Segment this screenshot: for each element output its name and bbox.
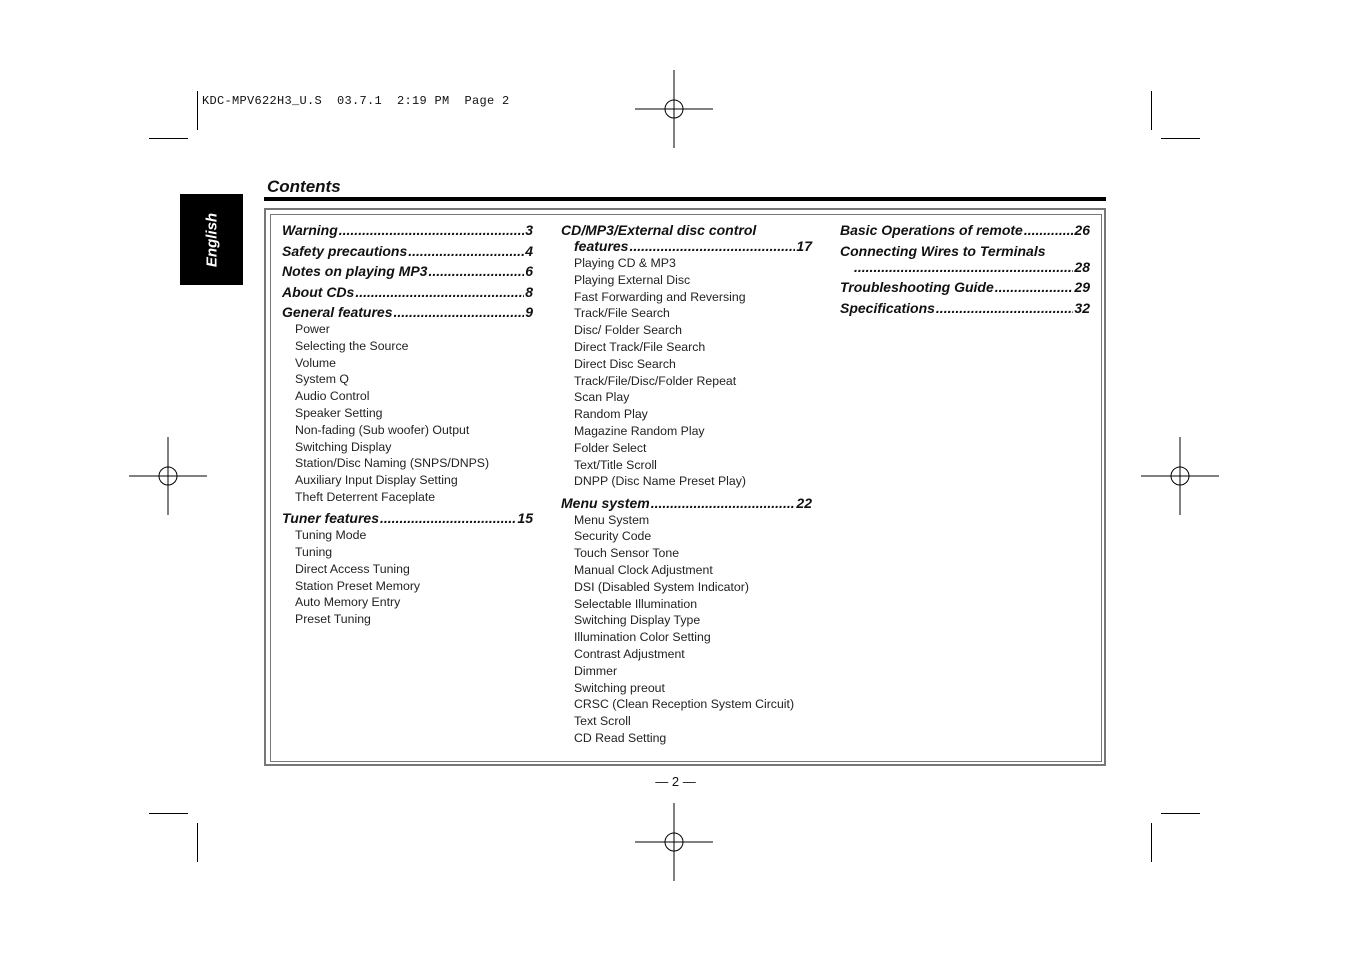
toc-entry-label: features <box>574 238 629 254</box>
toc-entry[interactable] <box>561 495 812 511</box>
toc-subitems <box>574 512 812 747</box>
toc-entry[interactable] <box>282 263 533 279</box>
toc-subitem[interactable]: Contrast Adjustment <box>574 647 685 662</box>
toc-entry[interactable] <box>840 222 1090 238</box>
toc-subitem[interactable]: Selectable Illumination <box>574 596 698 611</box>
toc-subitem[interactable]: Text/Title Scroll <box>574 457 657 472</box>
toc-section <box>840 243 1090 275</box>
dot-leader <box>380 510 516 526</box>
toc-entry-label: General features <box>282 304 393 320</box>
toc-subitem[interactable]: Tuning <box>295 545 333 560</box>
toc-section-title: Connecting Wires to Terminals <box>840 242 1046 259</box>
dot-leader <box>408 243 524 259</box>
toc-subitems <box>295 527 533 628</box>
toc-subitem[interactable]: Direct Access Tuning <box>295 561 410 576</box>
language-tab <box>180 194 243 285</box>
toc-subitem[interactable]: Illumination Color Setting <box>574 630 711 645</box>
toc-entry[interactable] <box>840 259 1090 275</box>
toc-entry[interactable] <box>282 284 533 300</box>
dot-leader <box>394 304 525 320</box>
toc-subitem[interactable]: Speaker Setting <box>295 405 383 420</box>
toc-subitem[interactable]: Tuning Mode <box>295 528 367 543</box>
toc-entry-page: 9 <box>525 304 533 320</box>
toc-subitem[interactable]: Station/Disc Naming (SNPS/DNPS) <box>295 456 490 471</box>
toc-subitem[interactable]: Text Scroll <box>574 714 631 729</box>
dot-leader <box>854 259 1073 275</box>
toc-subitem[interactable]: Disc/ Folder Search <box>574 323 682 338</box>
toc-subitem[interactable]: System Q <box>295 372 349 387</box>
toc-entry-page: 3 <box>525 222 533 238</box>
toc-subitem[interactable]: DNPP (Disc Name Preset Play) <box>574 474 746 489</box>
toc-subitem[interactable]: Manual Clock Adjustment <box>574 563 713 578</box>
toc-entry-page: 8 <box>525 283 533 300</box>
toc-column-3 <box>840 222 1090 316</box>
toc-section <box>840 222 1090 238</box>
toc-entry-label: Basic Operations of remote <box>840 222 1023 238</box>
registration-mark-icon <box>1141 437 1219 515</box>
toc-subitem[interactable]: Menu System <box>574 512 650 527</box>
toc-section <box>561 495 812 747</box>
toc-section <box>282 284 533 300</box>
toc-subitem[interactable]: Random Play <box>574 407 648 422</box>
page-number: — 2 — <box>655 774 696 789</box>
toc-entry[interactable] <box>282 510 533 526</box>
registration-mark-icon <box>129 437 207 515</box>
registration-mark-icon <box>635 803 713 881</box>
toc-subitem[interactable]: Selecting the Source <box>295 338 409 353</box>
toc-entry-page: 29 <box>1074 279 1090 295</box>
toc-subitem[interactable]: Dimmer <box>574 663 618 678</box>
toc-entry[interactable] <box>282 243 533 259</box>
toc-section <box>282 243 533 259</box>
toc-subitem[interactable]: Switching Display Type <box>574 613 701 628</box>
toc-subitem[interactable]: DSI (Disabled System Indicator) <box>574 579 749 594</box>
toc-entry-label: Warning <box>282 222 338 238</box>
toc-subitem[interactable]: Preset Tuning <box>295 612 371 627</box>
toc-subitem[interactable]: Folder Select <box>574 440 647 455</box>
toc-subitem[interactable]: Audio Control <box>295 389 370 404</box>
toc-entry[interactable] <box>282 304 533 320</box>
toc-section <box>840 279 1090 295</box>
toc-section <box>840 300 1090 316</box>
toc-subitem[interactable]: Scan Play <box>574 390 630 405</box>
toc-subitem[interactable]: Playing External Disc <box>574 272 691 287</box>
toc-subitem[interactable]: Direct Disc Search <box>574 356 676 371</box>
toc-subitem[interactable]: Touch Sensor Tone <box>574 546 680 561</box>
toc-entry[interactable] <box>282 222 533 238</box>
dot-leader <box>651 495 796 511</box>
toc-section <box>561 222 812 490</box>
toc-entry-page: 4 <box>525 242 533 259</box>
toc-entry-page: 6 <box>525 263 533 279</box>
toc-entry-label: Menu system <box>561 494 650 511</box>
toc-entry[interactable] <box>561 238 812 254</box>
toc-subitem[interactable]: Auxiliary Input Display Setting <box>295 473 458 488</box>
toc-entry[interactable] <box>840 279 1090 295</box>
toc-subitem[interactable]: Non-fading (Sub woofer) Output <box>295 422 470 437</box>
toc-subitem[interactable]: CRSC (Clean Reception System Circuit) <box>574 697 795 712</box>
toc-subitem[interactable]: Track/File Search <box>574 306 670 321</box>
toc-subitems <box>295 321 533 506</box>
title-rule <box>264 197 1106 201</box>
toc-subitem[interactable]: Station Preset Memory <box>295 578 421 593</box>
toc-section <box>282 263 533 279</box>
dot-leader <box>936 300 1074 316</box>
toc-entry-page: 22 <box>796 494 812 511</box>
toc-entry-label: Notes on playing MP3 <box>282 263 428 279</box>
toc-subitem[interactable]: Track/File/Disc/Folder Repeat <box>574 373 737 388</box>
toc-subitem[interactable]: Fast Forwarding and Reversing <box>574 289 746 304</box>
dot-leader <box>428 263 524 279</box>
registration-mark-icon <box>635 70 713 148</box>
toc-entry-label: Specifications <box>840 299 935 316</box>
toc-subitem[interactable]: Auto Memory Entry <box>295 595 401 610</box>
toc-entry-page: 32 <box>1074 299 1090 316</box>
dot-leader <box>629 238 795 254</box>
toc-column-1 <box>282 222 533 628</box>
toc-column-2 <box>561 222 812 747</box>
toc-section <box>282 510 533 628</box>
toc-subitem[interactable]: Security Code <box>574 529 652 544</box>
dot-leader <box>1024 222 1074 238</box>
dot-leader <box>995 279 1074 295</box>
toc-section-title: CD/MP3/External disc control <box>561 222 757 238</box>
toc-entry[interactable] <box>840 300 1090 316</box>
toc-entry-label: Troubleshooting Guide <box>840 279 994 295</box>
dot-leader <box>339 222 524 238</box>
toc-subitem[interactable]: Power <box>295 322 330 336</box>
toc-subitem[interactable]: Volume <box>295 355 337 370</box>
toc-subitem[interactable]: Direct Track/File Search <box>574 339 706 354</box>
toc-section <box>282 222 533 238</box>
toc-subitem[interactable]: Theft Deterrent Faceplate <box>295 489 436 504</box>
print-slug: KDC-MPV622H3_U.S 03.7.1 2:19 PM Page 2 <box>202 94 510 108</box>
toc-entry-page: 28 <box>1074 258 1090 275</box>
toc-entry-label: Safety precautions <box>282 242 408 259</box>
toc-entry-label: About CDs <box>282 283 355 300</box>
toc-subitem[interactable]: Playing CD & MP3 <box>574 256 676 270</box>
page-title: Contents <box>267 177 341 196</box>
toc-subitems <box>574 255 812 490</box>
toc-subitem[interactable]: Switching Display <box>295 439 392 454</box>
language-tab-label: English <box>203 212 220 267</box>
toc-subitem[interactable]: Switching preout <box>574 680 665 695</box>
dot-leader <box>355 284 524 300</box>
toc-entry-page: 17 <box>796 238 812 254</box>
toc-entry-page: 15 <box>517 510 533 527</box>
toc-entry-label: Tuner features <box>282 510 379 527</box>
toc-subitem[interactable]: Magazine Random Play <box>574 423 705 438</box>
toc-section <box>282 304 533 506</box>
toc-subitem[interactable]: CD Read Setting <box>574 731 667 746</box>
toc-entry-page: 26 <box>1074 222 1090 238</box>
